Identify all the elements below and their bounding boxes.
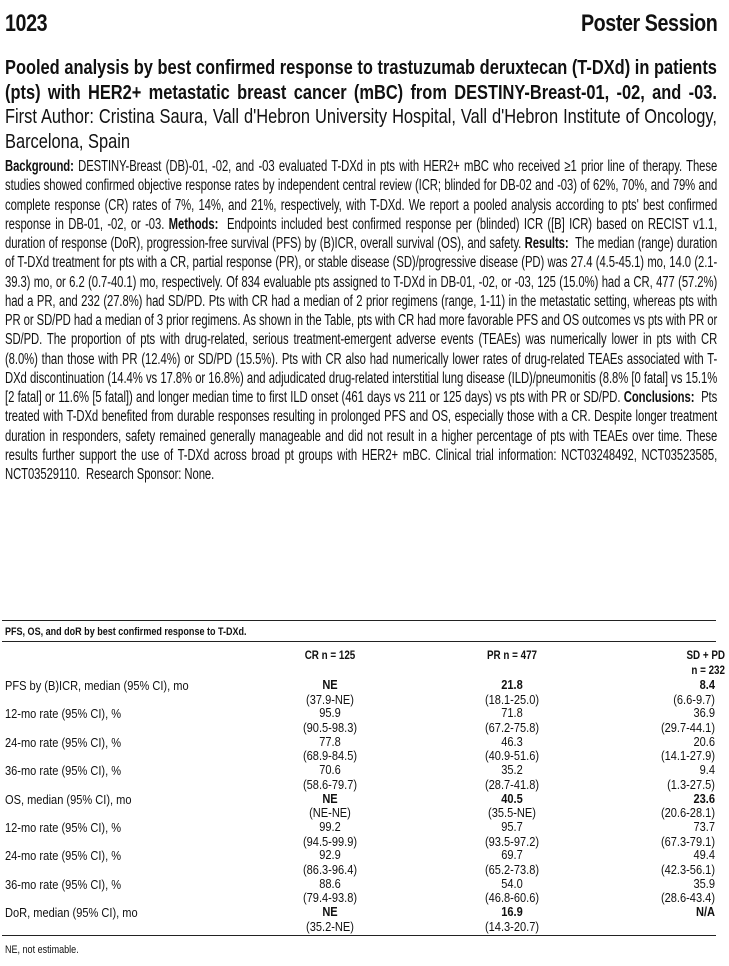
table-cell [613, 763, 715, 792]
cell-confidence-interval: (58.6-79.7) [302, 776, 358, 792]
table-cell [453, 848, 572, 877]
table-cell [271, 820, 390, 849]
row-label: 24-mo rate (95% CI), % [5, 734, 122, 750]
table-cell [613, 820, 715, 849]
first-author: First Author: Cristina Saura, Vall d'Hebron University Hospital, Vall d'Hebron Institute of Oncology, Barcelona, Spain [5, 106, 717, 153]
table-cell [453, 905, 572, 934]
cell-confidence-interval: (NE-NE) [309, 805, 351, 821]
cell-value: N/A [695, 904, 715, 920]
table-footnote: NE, not estimable. [5, 944, 79, 956]
table-cell [453, 820, 572, 849]
abstract-header [5, 10, 717, 40]
table-cell [271, 735, 390, 764]
cell-confidence-interval: (65.2-73.8) [484, 861, 540, 877]
column-header-line: PR n = 477 [486, 648, 538, 662]
cell-value: 9.4 [699, 762, 715, 778]
methods-text: Endpoints included best confirmed response per (blinded) ICR ([B] ICR) based on RECIST v1.1, duration of response (DoR), progression-free survival (PFS) by (B)ICR, overall survival (OS), and safety. [5, 215, 718, 252]
table-cell [453, 877, 572, 906]
cell-value: 16.9 [501, 904, 523, 920]
cell-confidence-interval: (86.3-96.4) [302, 861, 358, 877]
table-cell [271, 905, 390, 934]
table-cell [453, 763, 572, 792]
cell-confidence-interval: (40.9-51.6) [484, 748, 540, 764]
cell-confidence-interval: (79.4-93.8) [302, 890, 358, 906]
conclusions-label: Conclusions: [623, 389, 695, 406]
conclusions-text: Pts treated with T-DXd benefited from durable responses resulting in prolonged PFS and OS, especially those with a CR. Despite longer treatment duration in responders, safety remained generally manageable and did not result in a higher percentage of pts with TEAEs over time. These results further support the use of T-DXd across broad pt groups with HER2+ mBC. Clinical trial information: NCT03248492, NCT03523585, NCT03529110. [5, 389, 718, 483]
table-cell [613, 792, 715, 821]
cell-value: NE [322, 790, 338, 806]
cell-value: 69.7 [501, 847, 523, 863]
cell-value: NE [322, 904, 338, 920]
cell-confidence-interval: (93.5-97.2) [484, 833, 540, 849]
table-cell [613, 735, 715, 764]
table-caption: PFS, OS, and doR by best confirmed response to T-DXd. [5, 626, 247, 638]
cell-confidence-interval: (67.3-79.1) [660, 833, 715, 849]
cell-value: 71.8 [501, 705, 523, 721]
table-bottom-rule [2, 935, 716, 936]
background-text: DESTINY-Breast (DB)-01, -02, and -03 evaluated T-DXd in pts with HER2+ mBC who received ≥1 prior line of therapy. These studies showed confirmed objective response rates by independent central review (ICR; blinded for DB-02 and -03) of 62%, 70%, and 79% and complete response (CR) rates of 7%, 14%, and 21%, respectively, with T-DXd. We report a pooled analysis according to pts' best confirmed response in DB-01, -02, or -03. [5, 158, 718, 233]
background-label: Background: [5, 158, 74, 175]
cell-confidence-interval: (94.5-99.9) [302, 833, 358, 849]
table-cell [453, 678, 572, 707]
table-cell [453, 792, 572, 821]
row-label: OS, median (95% CI), mo [5, 791, 132, 807]
column-header-line: SD + PD [686, 648, 725, 662]
cell-value: 35.2 [501, 762, 523, 778]
table-cell [271, 678, 390, 707]
row-label: 12-mo rate (95% CI), % [5, 706, 122, 722]
cell-value: 21.8 [501, 677, 523, 692]
table-cell [271, 763, 390, 792]
row-label: 36-mo rate (95% CI), % [5, 876, 122, 892]
column-header-line: n = 232 [691, 663, 725, 677]
cell-confidence-interval: (18.1-25.0) [484, 691, 540, 707]
cell-value: 40.5 [501, 790, 523, 806]
cell-confidence-interval: (46.8-60.6) [484, 890, 540, 906]
cell-value: 8.4 [699, 677, 715, 692]
row-label: 12-mo rate (95% CI), % [5, 820, 122, 835]
table-cell [453, 706, 572, 735]
cell-value: 23.6 [693, 790, 715, 806]
caption-rule [2, 641, 716, 642]
cell-value: 92.9 [319, 847, 341, 863]
methods-label: Methods: [168, 215, 219, 233]
cell-confidence-interval: (68.9-84.5) [302, 748, 358, 764]
cell-value: 99.2 [319, 819, 341, 834]
table-cell [613, 678, 715, 707]
row-label: DoR, median (95% CI), mo [5, 905, 138, 921]
results-label: Results: [524, 235, 569, 252]
cell-confidence-interval: (20.6-28.1) [660, 805, 715, 821]
column-header-line: CR n = 125 [304, 648, 356, 662]
cell-value: 36.9 [693, 705, 715, 721]
row-label: 24-mo rate (95% CI), % [5, 848, 122, 864]
cell-confidence-interval: (35.2-NE) [306, 918, 354, 934]
results-text: The median (range) duration of T-DXd treatment for pts with a CR, partial response (PR), or stable disease (SD)/progressive disease (PD) was 27.4 (4.5-45.1) mo, 14.0 (2.1-39.3) mo, or 6.2 (0.7-40.1) mo, respectively. Of 834 evaluable pts assigned to T-DXd in DB-01, -02, or -03, 125 (15.0%) had a CR, 477 (57.2%) had a PR, and 232 (27.8%) had SD/PD. Pts with CR had a median of 2 prior regimens (range, 1-11) in the metastatic setting, whereas pts with PR or SD/PD had a median of 3 prior regimens. As shown in the Table, pts with CR had more favorable PFS and OS outcomes vs pts with PR or SD/PD. The proportion of pts with drug-related, serious treatment-emergent adverse events (TEAEs) was numerically lower in pts with CR (8.0%) than those with PR (12.4%) or SD/PD (15.5%). Pts with CR also had numerically lower rates of drug-related TEAEs associated with T-DXd discontinuation (14.4% vs 17.8% or 16.8%) and adjudicated drug-related interstitial lung disease (ILD)/pneumonitis (8.8% [0 fatal] vs 15.1% [2 fatal] or 11.6% [5 fatal]) and longer median time to first ILD onset (461 days vs 211 or 125 days) vs pts with PR or SD/PD. [5, 235, 718, 406]
cell-confidence-interval: (37.9-NE) [306, 691, 354, 707]
cell-value: 46.3 [501, 733, 523, 749]
table-top-rule [2, 620, 716, 621]
row-label: 36-mo rate (95% CI), % [5, 763, 122, 779]
cell-value: 20.6 [693, 733, 715, 749]
cell-value: 77.8 [319, 733, 341, 749]
table-cell [271, 848, 390, 877]
cell-confidence-interval: (42.3-56.1) [660, 861, 715, 877]
cell-confidence-interval: (29.7-44.1) [660, 719, 715, 735]
cell-value: 95.7 [501, 819, 523, 834]
table-cell [613, 877, 715, 906]
table-cell [271, 792, 390, 821]
cell-value: 70.6 [319, 762, 341, 778]
abstract-body [5, 157, 717, 484]
cell-confidence-interval: (35.5-NE) [488, 805, 536, 821]
cell-value: 54.0 [501, 875, 523, 891]
table-cell [271, 706, 390, 735]
cell-confidence-interval: (14.3-20.7) [484, 918, 540, 934]
cell-value: 35.9 [693, 875, 715, 891]
column-header [463, 648, 561, 663]
cell-confidence-interval: (1.3-27.5) [667, 776, 715, 792]
research-sponsor: Research Sponsor: None. [85, 466, 215, 483]
session-type: Poster Session [580, 10, 717, 37]
title-block [5, 56, 717, 154]
cell-confidence-interval: (14.1-27.9) [660, 748, 715, 764]
cell-value: NE [322, 677, 338, 692]
cell-confidence-interval: (28.6-43.4) [660, 890, 715, 906]
table-cell [271, 877, 390, 906]
cell-confidence-interval: (90.5-98.3) [302, 719, 358, 735]
cell-value: 88.6 [319, 875, 341, 891]
row-label: PFS by (B)ICR, median (95% CI), mo [5, 678, 189, 693]
table-cell [613, 706, 715, 735]
cell-confidence-interval: (28.7-41.8) [484, 776, 540, 792]
cell-value: 49.4 [693, 847, 715, 863]
cell-value: 95.9 [319, 705, 341, 721]
table-cell [613, 905, 715, 920]
abstract-title: Pooled analysis by best confirmed response to trastuzumab deruxtecan (T-DXd) in patients (pts) with HER2+ metastatic breast cancer (mBC) from DESTINY-Breast-01, -02, and -03. [5, 57, 717, 104]
column-header [281, 648, 379, 663]
table-cell [613, 848, 715, 877]
abstract-number: 1023 [5, 10, 48, 37]
cell-confidence-interval: (6.6-9.7) [673, 691, 715, 707]
column-header [627, 648, 725, 678]
cell-value: 73.7 [693, 819, 715, 834]
table-cell [453, 735, 572, 764]
cell-confidence-interval: (67.2-75.8) [484, 719, 540, 735]
